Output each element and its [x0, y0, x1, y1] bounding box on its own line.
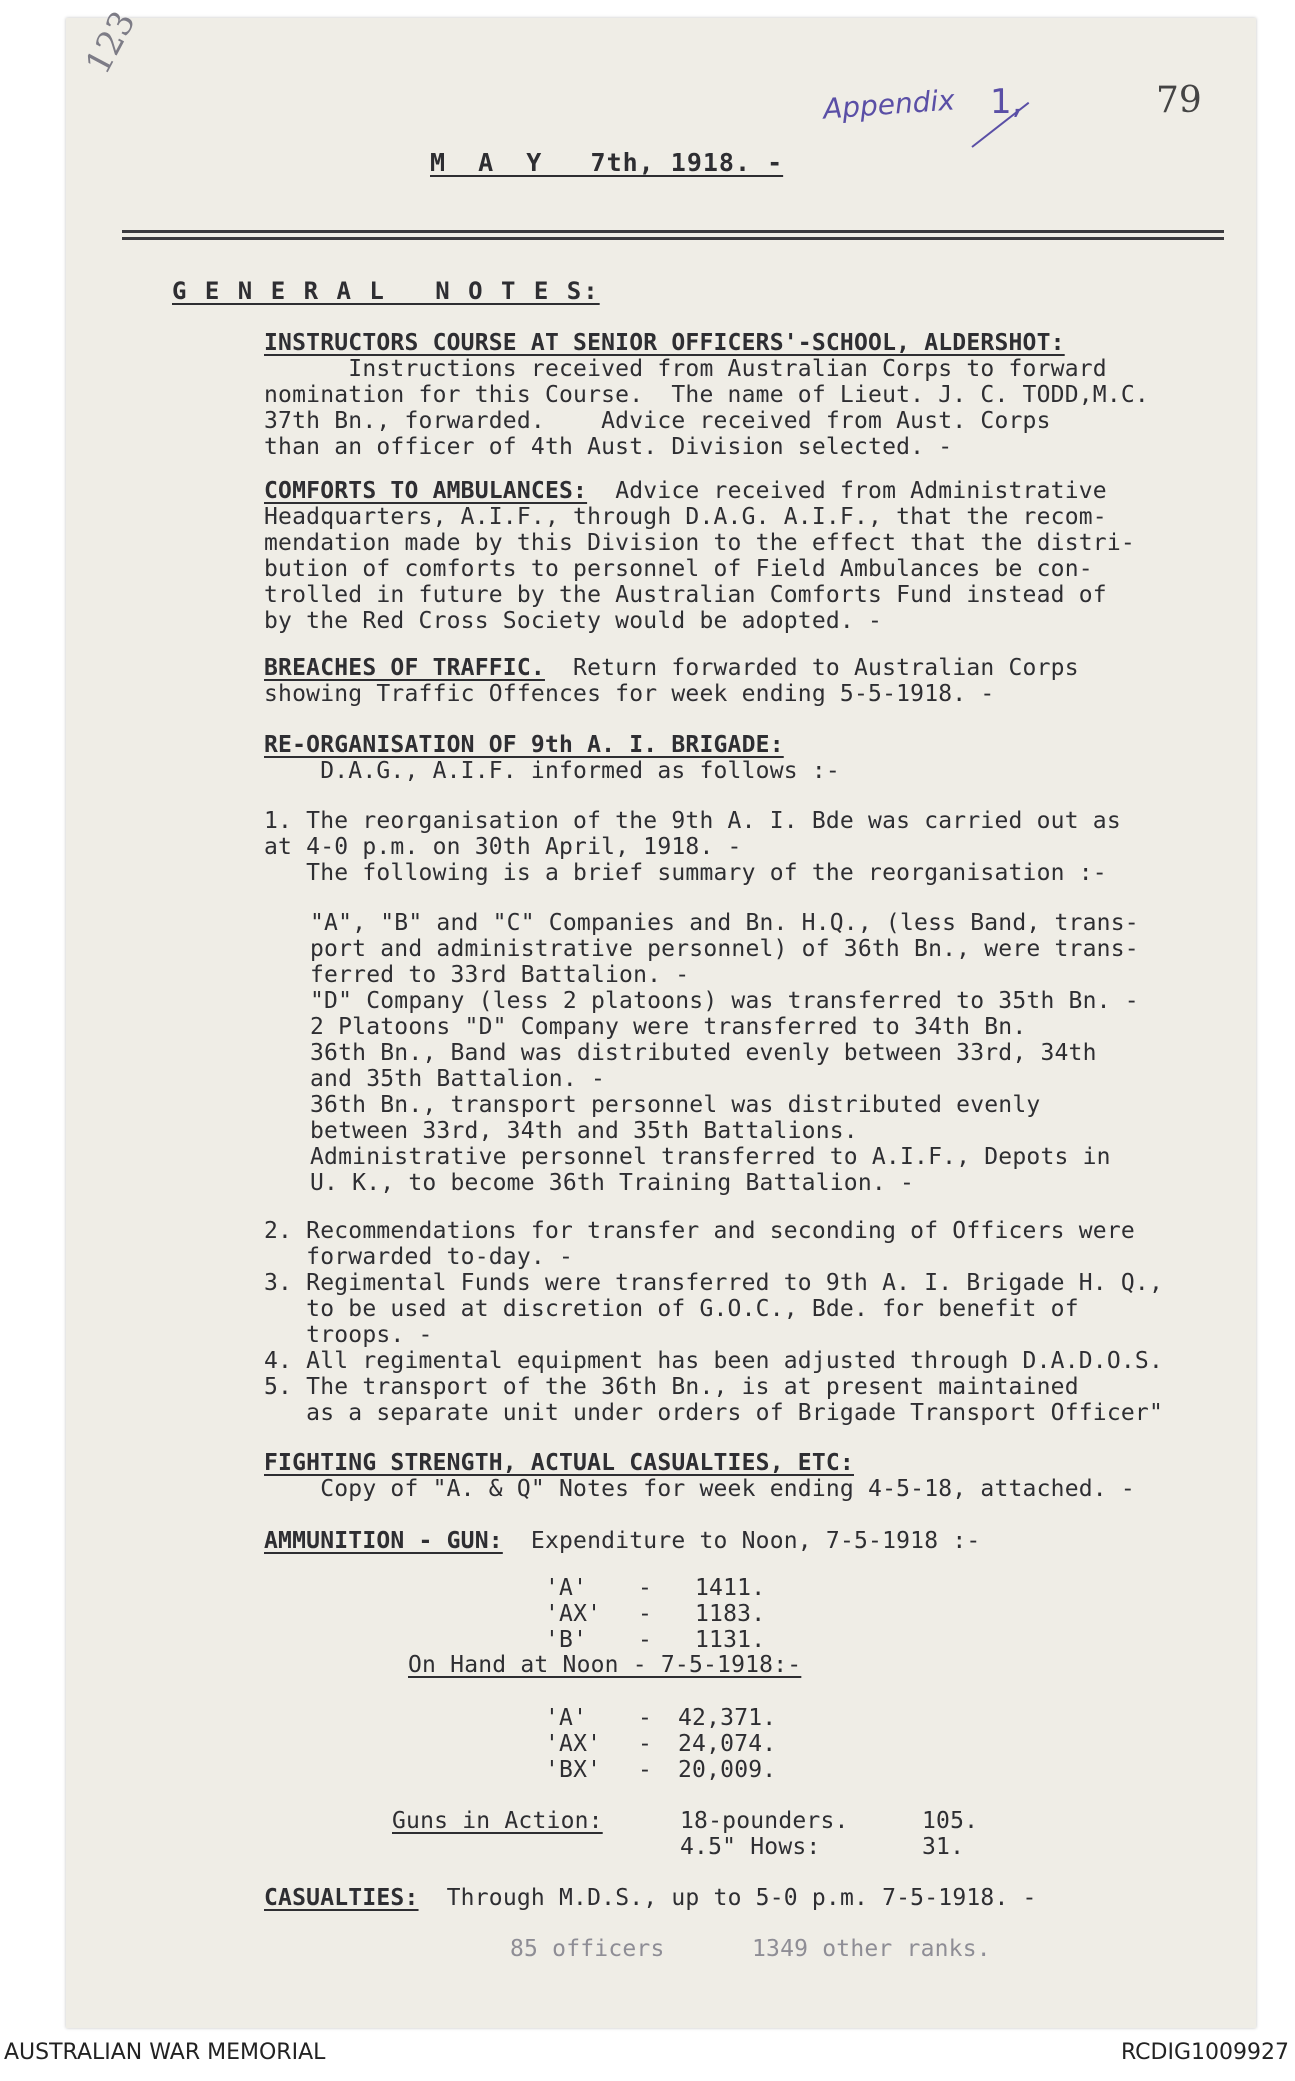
- expenditure-dash: -: [638, 1575, 653, 1601]
- text-line: Through M.D.S., up to 5-0 p.m. 7-5-1918. -: [418, 1885, 1037, 1911]
- gun-count: 31.: [922, 1834, 965, 1860]
- section-heading: INSTRUCTORS COURSE AT SENIOR OFFICERS'-SCHOOL, ALDERSHOT:: [264, 330, 1065, 356]
- text-line: and 35th Battalion. -: [310, 1066, 605, 1092]
- text-line: Headquarters, A.I.F., through D.A.G. A.I.F., that the recom-: [264, 504, 1107, 530]
- section-heading: RE-ORGANISATION OF 9th A. I. BRIGADE:: [264, 732, 784, 758]
- section-first-line: [264, 478, 1224, 504]
- on-hand-title: On Hand at Noon - 7-5-1918:-: [408, 1652, 802, 1678]
- section-fighting-strength: [264, 1450, 1224, 1502]
- expenditure-value: 1131.: [695, 1627, 766, 1653]
- on-hand-label: 'AX': [545, 1731, 602, 1757]
- text-line: by the Red Cross Society would be adopted. -: [264, 608, 883, 634]
- list-item: 1. The reorganisation of the 9th A. I. Bde was carried out as: [264, 808, 1121, 834]
- section-comforts: [264, 478, 1224, 634]
- list-item: 2. Recommendations for transfer and seconding of Officers were: [264, 1218, 1135, 1244]
- section-instructors: [264, 330, 1224, 460]
- section-heading: BREACHES OF TRAFFIC.: [264, 655, 545, 681]
- text-line: nomination for this Course. The name of Lieut. J. C. TODD,M.C.: [264, 382, 1149, 408]
- on-hand-dash: -: [638, 1705, 653, 1731]
- text-line: Expenditure to Noon, 7-5-1918 :-: [502, 1528, 981, 1554]
- expenditure-label: 'B': [545, 1627, 588, 1653]
- text-line: between 33rd, 34th and 35th Battalions.: [310, 1118, 858, 1144]
- footer-id: RCDIG1009927: [1120, 2040, 1289, 2065]
- reorg-summary: [310, 910, 1220, 1196]
- page-number: 79: [1156, 80, 1202, 121]
- text-line: as a separate unit under orders of Brigade Transport Officer": [264, 1400, 1164, 1426]
- text-line: 37th Bn., forwarded. Advice received from Aust. Corps: [264, 408, 1051, 434]
- text-line: Return forwarded to Australian Corps: [544, 655, 1079, 681]
- section-first-line: [264, 1885, 1224, 1911]
- double-rule-bottom: [122, 237, 1224, 240]
- expenditure-value: 1183.: [695, 1601, 766, 1627]
- text-line: U. K., to become 36th Training Battalion. -: [310, 1170, 915, 1196]
- expenditure-dash: -: [638, 1601, 653, 1627]
- text-line: 36th Bn., Band was distributed evenly between 33rd, 34th: [310, 1040, 1097, 1066]
- text-line: D.A.G., A.I.F. informed as follows :-: [264, 758, 840, 784]
- on-hand-dash: -: [638, 1731, 653, 1757]
- text-line: showing Traffic Offences for week ending 5-5-1918. -: [264, 681, 995, 707]
- text-line: "D" Company (less 2 platoons) was transferred to 35th Bn. -: [310, 988, 1139, 1014]
- on-hand-label: 'BX': [545, 1757, 602, 1783]
- text-line: mendation made by this Division to the effect that the distri-: [264, 530, 1135, 556]
- section-ammunition: [264, 1528, 1224, 1554]
- text-line: forwarded to-day. -: [264, 1244, 574, 1270]
- text-line: Copy of "A. & Q" Notes for week ending 4-5-18, attached. -: [264, 1476, 1135, 1502]
- gun-count: 105.: [922, 1808, 979, 1834]
- on-hand-value: 24,074.: [678, 1731, 777, 1757]
- text-line: to be used at discretion of G.O.C., Bde. for benefit of: [264, 1296, 1079, 1322]
- text-line: 2 Platoons "D" Company were transferred to 34th Bn.: [310, 1014, 1027, 1040]
- text-line: port and administrative personnel) of 36th Bn., were trans-: [310, 936, 1139, 962]
- text-line: 36th Bn., transport personnel was distributed evenly: [310, 1092, 1041, 1118]
- gun-type: 4.5" Hows:: [680, 1834, 821, 1860]
- section-heading: FIGHTING STRENGTH, ACTUAL CASUALTIES, ETC:: [264, 1450, 854, 1476]
- text-line: at 4-0 p.m. on 30th April, 1918. -: [264, 834, 742, 860]
- expenditure-label: 'A': [545, 1575, 588, 1601]
- text-line: trolled in future by the Australian Comforts Fund instead of: [264, 582, 1107, 608]
- list-item: 5. The transport of the 36th Bn., is at present maintained: [264, 1374, 1079, 1400]
- text-line: than an officer of 4th Aust. Division selected. -: [264, 434, 953, 460]
- expenditure-label: 'AX': [545, 1601, 602, 1627]
- footer-source: AUSTRALIAN WAR MEMORIAL: [4, 2040, 326, 2065]
- text-line: Administrative personnel transferred to A.I.F., Depots in: [310, 1144, 1111, 1170]
- expenditure-value: 1411.: [695, 1575, 766, 1601]
- reorg-items: [264, 1218, 1224, 1426]
- section-heading: CASUALTIES:: [264, 1885, 419, 1911]
- section-traffic: [264, 655, 1224, 707]
- appendix-number: 1,: [990, 82, 1023, 122]
- guns-in-action-label: Guns in Action:: [392, 1808, 603, 1834]
- section-reorganisation: [264, 732, 1224, 784]
- section-heading: COMFORTS TO AMBULANCES:: [264, 478, 588, 504]
- document-date: M A Y 7th, 1918. -: [430, 148, 784, 177]
- section-first-line: [264, 1528, 1224, 1554]
- on-hand-value: 20,009.: [678, 1757, 777, 1783]
- gun-type: 18-pounders.: [680, 1808, 849, 1834]
- section-heading: AMMUNITION - GUN:: [264, 1528, 503, 1554]
- expenditure-dash: -: [638, 1627, 653, 1653]
- text-line: Instructions received from Australian Corps to forward: [264, 356, 1107, 382]
- text-line: "A", "B" and "C" Companies and Bn. H.Q., (less Band, trans-: [310, 910, 1139, 936]
- text-line: Advice received from Administrative: [587, 478, 1107, 504]
- list-item: 4. All regimental equipment has been adjusted through D.A.D.O.S.: [264, 1348, 1164, 1374]
- on-hand-label: 'A': [545, 1705, 588, 1731]
- double-rule-top: [122, 230, 1224, 233]
- section-first-line: [264, 655, 1224, 681]
- text-line: The following is a brief summary of the reorganisation :-: [264, 860, 1107, 886]
- appendix-annotation: Appendix: [822, 83, 956, 126]
- text-line: bution of comforts to personnel of Field Ambulances be con-: [264, 556, 1093, 582]
- reorg-item-1: [264, 808, 1224, 886]
- handwritten-folio-number: 123: [78, 4, 144, 81]
- casualties-officers: 85 officers: [510, 1936, 665, 1962]
- text-line: troops. -: [264, 1322, 433, 1348]
- list-item: 3. Regimental Funds were transferred to 9th A. I. Brigade H. Q.,: [264, 1270, 1164, 1296]
- general-notes-title: G E N E R A L N O T E S:: [172, 277, 600, 305]
- on-hand-value: 42,371.: [678, 1705, 777, 1731]
- section-casualties: [264, 1885, 1224, 1911]
- on-hand-dash: -: [638, 1757, 653, 1783]
- casualties-other-ranks: 1349 other ranks.: [752, 1936, 991, 1962]
- text-line: ferred to 33rd Battalion. -: [310, 962, 690, 988]
